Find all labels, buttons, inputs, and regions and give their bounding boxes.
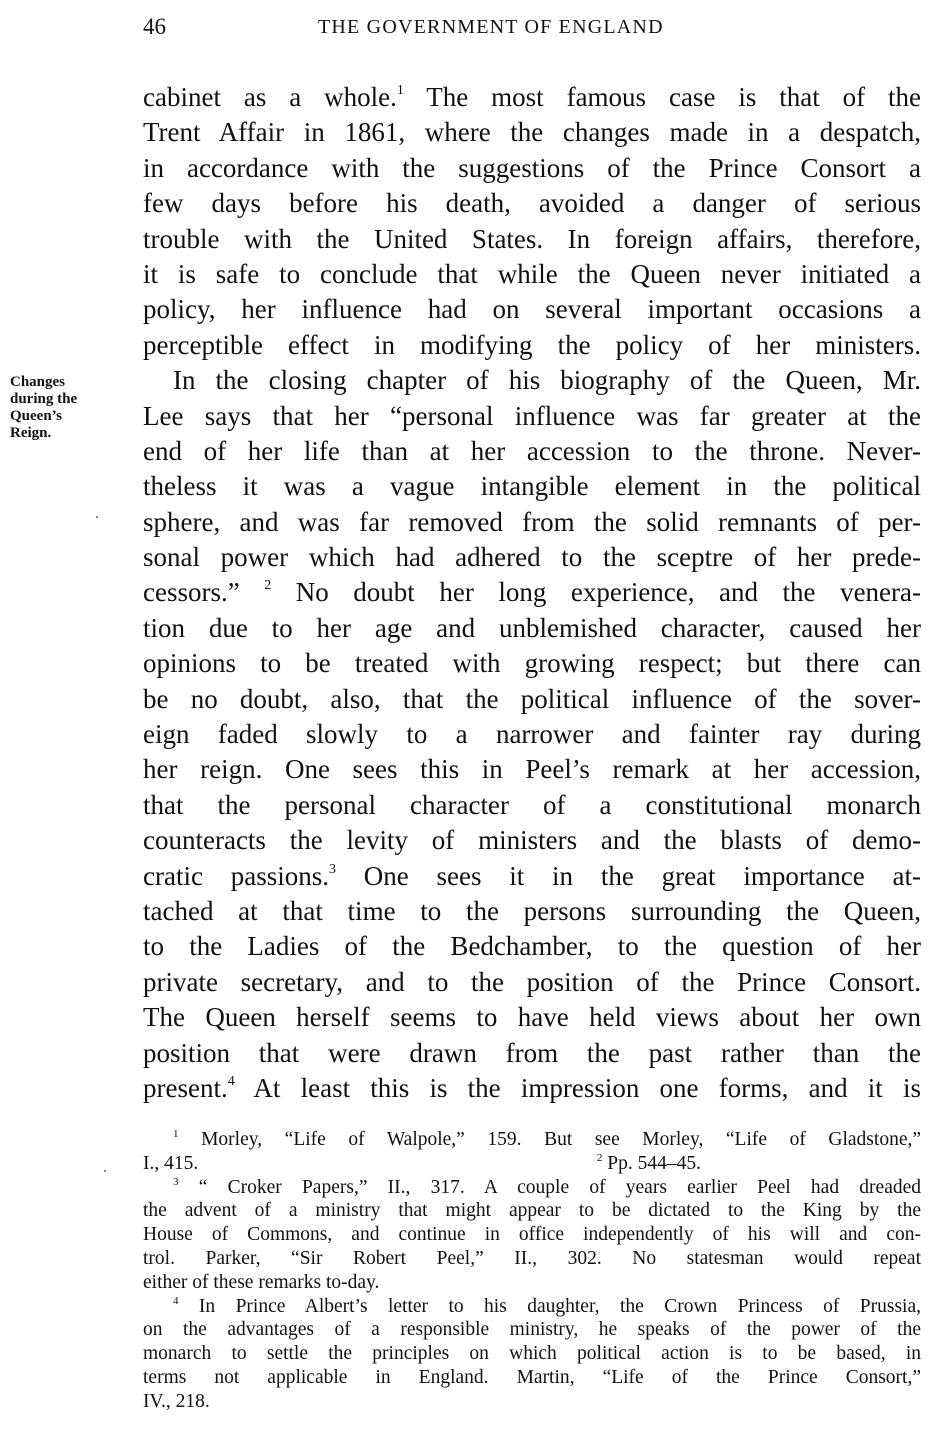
text-line: Lee says that her “personal influence was far greater at the <box>143 400 921 431</box>
text-line: trouble with the United States. In foreign affairs, therefore, <box>143 223 921 254</box>
footnote-line: the advent of a ministry that might appear to be dictated to the King by the <box>143 1200 921 1222</box>
footnote-text: In Prince Albert’s letter to his daughter, the Crown Princess of Prussia, <box>198 1295 921 1317</box>
page-number: 46 <box>143 14 166 39</box>
footnotes <box>143 1128 921 1414</box>
footnote-marker: 4 <box>227 1073 235 1089</box>
paragraph-start-line: In the closing chapter of his biography of the Queen, Mr. <box>173 365 921 396</box>
footnote-number: 3 <box>173 1175 179 1188</box>
text-line: tached at that time to the persons surrounding the Queen, <box>143 895 921 926</box>
text-line <box>143 575 921 610</box>
text-line: that the personal character of a constitutional monarch <box>143 789 921 820</box>
text-line: theless it was a vague intangible element in the political <box>143 471 921 502</box>
text-line: in accordance with the suggestions of the Prince Consort a <box>143 152 921 183</box>
footnote-text: “ Croker Papers,” II., 317. A couple of years earlier Peel had dreaded <box>198 1176 922 1198</box>
text-line: perceptible effect in modifying the policy of her ministers. <box>143 329 921 360</box>
footnote-marker: 3 <box>328 861 336 877</box>
scan-speck <box>96 516 98 518</box>
text-line: policy, her influence had on several important occasions a <box>143 294 921 325</box>
text-segment: One sees it in the great importance at- <box>363 860 922 891</box>
text-line: tion due to her age and unblemished character, caused her <box>143 612 921 643</box>
text-segment: present. <box>143 1072 228 1103</box>
footnote-number: 1 <box>173 1128 179 1140</box>
footnote-text: Pp. 544–45. <box>607 1152 701 1174</box>
text-line: private secretary, and to the position of the Prince Consort. <box>143 966 921 997</box>
footnote-1 <box>143 1128 921 1152</box>
footnote-line: trol. Parker, “Sir Robert Peel,” II., 302. No statesman would repeat <box>143 1247 921 1269</box>
text-line: her reign. One sees this in Peel’s remark at her accession, <box>143 754 921 785</box>
margin-note-line: Reign. <box>10 425 52 441</box>
margin-note-line: during the <box>10 391 78 407</box>
text-line: sonal power which had adhered to the sceptre of her prede- <box>143 542 921 573</box>
footnote-line: terms not applicable in England. Martin, “Life of the Prince Consort,” <box>143 1366 921 1388</box>
text-segment: cessors.” <box>143 577 265 608</box>
text-line: eign faded slowly to a narrower and fainter ray during <box>143 719 921 750</box>
text-line <box>143 859 921 894</box>
text-line: sphere, and was far removed from the solid remnants of per- <box>143 506 921 537</box>
body-text <box>143 80 921 1106</box>
text-line: Trent Affair in 1861, where the changes made in a despatch, <box>143 117 921 148</box>
text-line: The Queen herself seems to have held views about her own <box>143 1002 921 1033</box>
footnote-line: monarch to settle the principles on which political action is to be based, in <box>143 1343 921 1365</box>
footnote-line: House of Commons, and continue in office independently of his will and con- <box>143 1224 921 1246</box>
text-line <box>143 80 921 115</box>
footnote-line: either of these remarks to-day. <box>143 1271 380 1293</box>
scan-speck <box>104 1170 106 1172</box>
text-segment: cabinet as a whole. <box>143 82 397 112</box>
text-line: opinions to be treated with growing respect; but there can <box>143 648 921 679</box>
text-segment: The most famous case is that of the <box>426 82 922 112</box>
footnote-line: on the advantages of a responsible ministry, he speaks of the power of the <box>143 1319 921 1341</box>
text-line: few days before his death, avoided a danger of serious <box>143 188 921 219</box>
text-segment: cratic passions. <box>143 860 329 891</box>
text-line: it is safe to conclude that while the Queen never initiated a <box>143 258 921 289</box>
footnote-marker: 2 <box>264 578 272 594</box>
footnote-number: 2 <box>596 1151 603 1164</box>
margin-note <box>10 374 125 442</box>
footnote-3 <box>143 1176 921 1200</box>
text-line <box>143 1071 921 1106</box>
text-line: position that were drawn from the past rather than the <box>143 1037 921 1068</box>
footnote-4 <box>143 1295 921 1319</box>
text-line: to the Ladies of the Bedchamber, to the question of her <box>143 931 921 962</box>
footnote-2 <box>597 1152 921 1176</box>
text-segment: No doubt her long experience, and the venera- <box>295 577 922 608</box>
text-segment: At least this is the impression one forms, and it is <box>253 1072 921 1103</box>
footnote-line: IV., 218. <box>143 1390 210 1412</box>
margin-note-line: Changes <box>10 374 66 390</box>
footnote-marker: 1 <box>396 83 404 98</box>
text-line: counteracts the levity of ministers and the blasts of demo- <box>143 825 921 856</box>
footnote-text: Morley, “Life of Walpole,” 159. But see Morley, “Life of Gladstone,” <box>201 1129 922 1150</box>
footnote-text: I., 415. <box>143 1152 199 1174</box>
footnote-number: 4 <box>173 1294 179 1307</box>
running-title: THE GOVERNMENT OF ENGLAND <box>318 16 664 38</box>
footnote-line <box>143 1152 921 1176</box>
text-line: be no doubt, also, that the political influence of the sover- <box>143 683 921 714</box>
margin-note-line: Queen’s <box>10 408 62 424</box>
text-line: end of her life than at her accession to the throne. Never- <box>143 435 921 466</box>
